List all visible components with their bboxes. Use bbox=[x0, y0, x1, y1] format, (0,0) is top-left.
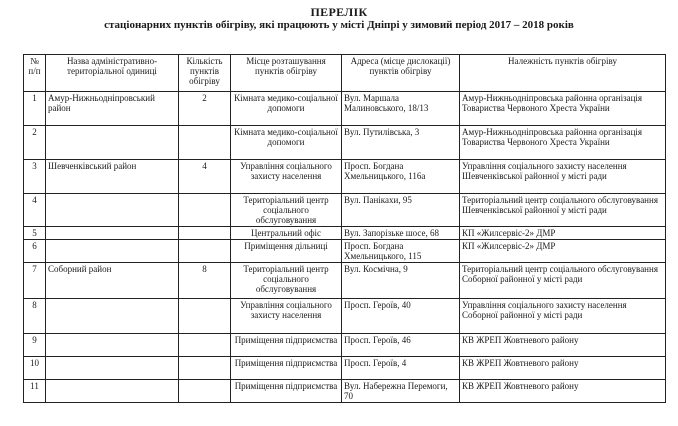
cell-owner: КП «Жилсервіс-2» ДМР bbox=[460, 240, 666, 263]
cell-number: 3 bbox=[24, 160, 46, 194]
cell-place: Кімната медико-соціальної допомоги bbox=[231, 126, 342, 160]
cell-number: 11 bbox=[24, 380, 46, 403]
cell-district bbox=[46, 357, 179, 380]
table-header-row bbox=[24, 55, 666, 92]
cell-number: 1 bbox=[24, 92, 46, 126]
cell-number: 7 bbox=[24, 263, 46, 299]
header-district: Назва адміністративно-територіальної одиниці bbox=[46, 55, 179, 92]
cell-number: 8 bbox=[24, 299, 46, 334]
cell-district bbox=[46, 240, 179, 263]
cell-owner: КВ ЖРЕП Жовтневого району bbox=[460, 357, 666, 380]
cell-address: Вул. Запорізьке шосе, 68 bbox=[342, 227, 460, 240]
cell-number: 10 bbox=[24, 357, 46, 380]
table-row bbox=[24, 357, 666, 380]
cell-place: Центральний офіс bbox=[231, 227, 342, 240]
table-row bbox=[24, 126, 666, 160]
document-subtitle: стаціонарних пунктів обігріву, які працюють у місті Дніпрі у зимовий період 2017 – 2018 років bbox=[104, 19, 574, 31]
cell-place: Приміщення підприємства bbox=[231, 334, 342, 357]
cell-place: Територіальний центр соціального обслуговування bbox=[231, 263, 342, 299]
cell-owner: Управління соціального захисту населення Соборної районної у місті ради bbox=[460, 299, 666, 334]
table-row bbox=[24, 240, 666, 263]
cell-number: 5 bbox=[24, 227, 46, 240]
cell-address: Просп. Героїв, 4 bbox=[342, 357, 460, 380]
cell-count bbox=[179, 299, 231, 334]
document-title: ПЕРЕЛІК bbox=[310, 5, 368, 19]
cell-number: 9 bbox=[24, 334, 46, 357]
cell-count bbox=[179, 334, 231, 357]
header-place: Місце розташування пунктів обігріву bbox=[231, 55, 342, 92]
cell-district bbox=[46, 194, 179, 227]
cell-district: Амур-Нижньодніпровський район bbox=[46, 92, 179, 126]
header-address: Адреса (місце дислокації) пунктів обігріву bbox=[342, 55, 460, 92]
table-row bbox=[24, 334, 666, 357]
cell-number: 2 bbox=[24, 126, 46, 160]
header-owner: Належність пунктів обігріву bbox=[460, 55, 666, 92]
cell-count: 2 bbox=[179, 92, 231, 126]
header-number: № п/п bbox=[24, 55, 46, 92]
cell-district: Шевченківський район bbox=[46, 160, 179, 194]
table-row bbox=[24, 194, 666, 227]
cell-district bbox=[46, 380, 179, 403]
cell-count: 8 bbox=[179, 263, 231, 299]
cell-address: Вул. Путилівська, 3 bbox=[342, 126, 460, 160]
cell-count bbox=[179, 357, 231, 380]
table-row bbox=[24, 160, 666, 194]
heating-points-table bbox=[23, 54, 666, 403]
cell-place: Управління соціального захисту населення bbox=[231, 299, 342, 334]
cell-owner: КВ ЖРЕП Жовтневого району bbox=[460, 334, 666, 357]
header-count: Кількість пунктів обігріву bbox=[179, 55, 231, 92]
cell-count bbox=[179, 380, 231, 403]
cell-count bbox=[179, 227, 231, 240]
cell-count: 4 bbox=[179, 160, 231, 194]
cell-district bbox=[46, 126, 179, 160]
cell-count bbox=[179, 194, 231, 227]
cell-place: Приміщення дільниці bbox=[231, 240, 342, 263]
table-row bbox=[24, 299, 666, 334]
cell-place: Управління соціального захисту населення bbox=[231, 160, 342, 194]
cell-owner: Управління соціального захисту населення Шевченківської районної у місті ради bbox=[460, 160, 666, 194]
cell-address: Вул. Набережна Перемоги, 70 bbox=[342, 380, 460, 403]
cell-place: Територіальний центр соціального обслуговування bbox=[231, 194, 342, 227]
cell-number: 4 bbox=[24, 194, 46, 227]
cell-place: Приміщення підприємства bbox=[231, 357, 342, 380]
table-row bbox=[24, 92, 666, 126]
cell-place: Приміщення підприємства bbox=[231, 380, 342, 403]
cell-owner: Амур-Нижньодніпровська районна організація Товариства Червоного Хреста України bbox=[460, 126, 666, 160]
cell-district: Соборний район bbox=[46, 263, 179, 299]
cell-owner: КП «Жилсервіс-2» ДМР bbox=[460, 227, 666, 240]
cell-place: Кімната медико-соціальної допомоги bbox=[231, 92, 342, 126]
cell-count bbox=[179, 126, 231, 160]
table-row bbox=[24, 380, 666, 403]
cell-address: Вул. Маршала Малиновського, 18/13 bbox=[342, 92, 460, 126]
cell-number: 6 bbox=[24, 240, 46, 263]
cell-count bbox=[179, 240, 231, 263]
cell-address: Просп. Героїв, 40 bbox=[342, 299, 460, 334]
cell-district bbox=[46, 299, 179, 334]
cell-owner: КВ ЖРЕП Жовтневого району bbox=[460, 380, 666, 403]
cell-district bbox=[46, 334, 179, 357]
cell-address: Вул. Космічна, 9 bbox=[342, 263, 460, 299]
table-row bbox=[24, 227, 666, 240]
table-row bbox=[24, 263, 666, 299]
cell-address: Вул. Панікахи, 95 bbox=[342, 194, 460, 227]
cell-address: Просп. Богдана Хмельницького, 116а bbox=[342, 160, 460, 194]
cell-owner: Територіальний центр соціального обслуговування Соборної районної у місті ради bbox=[460, 263, 666, 299]
cell-district bbox=[46, 227, 179, 240]
cell-address: Просп. Героїв, 46 bbox=[342, 334, 460, 357]
cell-address: Просп. Богдана Хмельницького, 115 bbox=[342, 240, 460, 263]
cell-owner: Територіальний центр соціального обслуговування Шевченківської районної у місті ради bbox=[460, 194, 666, 227]
cell-owner: Амур-Нижньодніпровська районна організація Товариства Червоного Хреста України bbox=[460, 92, 666, 126]
